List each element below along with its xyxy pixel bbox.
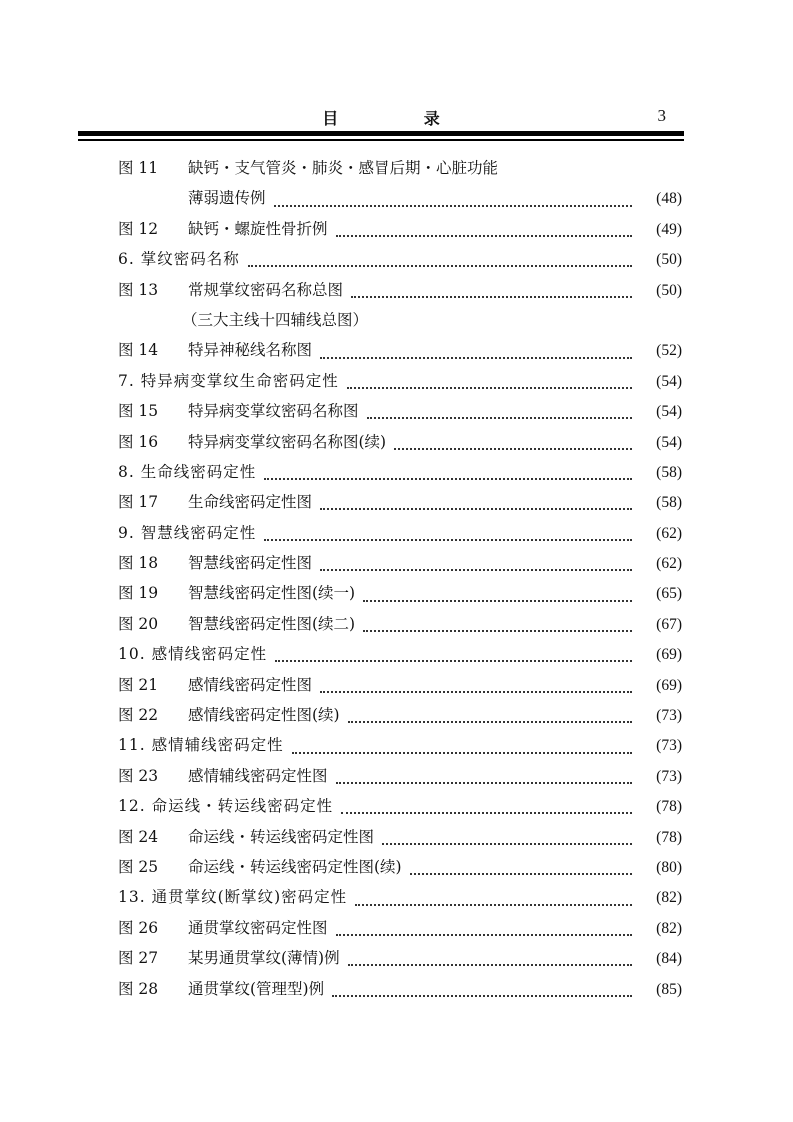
toc-entry-label: 图 11 <box>118 159 159 177</box>
toc-entry-page: (80) <box>656 858 682 876</box>
leader-dots <box>248 265 632 267</box>
toc-entry[interactable] <box>118 764 684 794</box>
toc-entry[interactable] <box>118 581 684 611</box>
toc-entry-label: 图 21 <box>118 675 159 694</box>
leader-dots <box>336 235 632 237</box>
toc-section-title: 11. 感情辅线密码定性 <box>118 736 284 755</box>
toc-entry-page: (82) <box>656 919 682 937</box>
leader-dots <box>320 508 632 510</box>
toc-entry-label: 图 12 <box>118 219 159 238</box>
toc-entry-page: (85) <box>656 980 682 998</box>
toc-section-title: 6. 掌纹密码名称 <box>118 250 240 269</box>
leader-dots <box>274 205 632 207</box>
table-of-contents <box>118 156 684 1007</box>
toc-entry[interactable] <box>118 338 684 368</box>
toc-section[interactable] <box>118 885 684 915</box>
toc-entry-title: 命运线・转运线密码定性图(续) <box>188 857 402 876</box>
leader-dots <box>410 873 632 875</box>
toc-entry[interactable] <box>118 703 684 733</box>
toc-entry[interactable] <box>118 278 684 308</box>
toc-section[interactable] <box>118 247 684 277</box>
toc-entry[interactable] <box>118 490 684 520</box>
header-rule-thick <box>78 131 684 136</box>
toc-entry[interactable] <box>118 916 684 946</box>
toc-entry-title: 通贯掌纹密码定性图 <box>188 918 328 937</box>
leader-dots <box>382 843 632 845</box>
toc-entry-title: 特异病变掌纹密码名称图 <box>188 402 359 421</box>
toc-section-title: 10. 感情线密码定性 <box>118 645 268 664</box>
leader-dots <box>320 569 632 571</box>
leader-dots <box>320 691 632 693</box>
toc-entry-title: 缺钙・螺旋性骨折例 <box>188 219 328 238</box>
toc-entry-page: (54) <box>656 372 682 390</box>
toc-entry-title: 某男通贯掌纹(薄情)例 <box>188 949 340 968</box>
toc-entry[interactable] <box>118 156 684 186</box>
leader-dots <box>336 934 632 936</box>
toc-entry-label: 图 24 <box>118 827 159 846</box>
toc-section-title: 12. 命运线・转运线密码定性 <box>118 797 334 816</box>
leader-dots <box>336 782 632 784</box>
toc-section[interactable] <box>118 642 684 672</box>
toc-entry-label: 图 20 <box>118 614 159 633</box>
toc-entry-page: (82) <box>656 889 682 907</box>
toc-entry-title: 缺钙・支气管炎・肺炎・感冒后期・心脏功能 <box>188 159 499 177</box>
toc-section-title: 7. 特异病变掌纹生命密码定性 <box>118 371 339 390</box>
leader-dots <box>320 357 632 359</box>
toc-entry-label: 图 19 <box>118 584 159 603</box>
toc-entry[interactable] <box>118 430 684 460</box>
toc-entry-title: 智慧线密码定性图(续二) <box>188 614 356 633</box>
toc-entry[interactable] <box>118 977 684 1007</box>
toc-entry-label: 图 22 <box>118 706 159 725</box>
leader-dots <box>347 387 632 389</box>
toc-entry-page: (48) <box>656 190 682 208</box>
toc-entry-page: (58) <box>656 463 682 481</box>
toc-section[interactable] <box>118 460 684 490</box>
toc-entry-page: (52) <box>656 342 682 360</box>
toc-entry-subtitle: （三大主线十四辅线总图） <box>182 310 369 329</box>
leader-dots <box>363 630 632 632</box>
toc-entry <box>118 308 684 338</box>
toc-entry-title: 通贯掌纹(管理型)例 <box>188 979 325 998</box>
leader-dots <box>264 539 632 541</box>
toc-entry-title: 感情线密码定性图 <box>188 675 313 694</box>
page-title: 目 录 <box>322 109 480 128</box>
toc-section[interactable] <box>118 733 684 763</box>
toc-entry-label: 图 26 <box>118 918 159 937</box>
toc-section-title: 13. 通贯掌纹(断掌纹)密码定性 <box>118 888 348 907</box>
leader-dots <box>264 478 632 480</box>
toc-entry[interactable] <box>118 217 684 247</box>
toc-entry-page: (73) <box>656 737 682 755</box>
toc-entry-title: 感情线密码定性图(续) <box>188 706 340 725</box>
toc-entry-page: (50) <box>656 281 682 299</box>
toc-section[interactable] <box>118 521 684 551</box>
toc-entry-page: (62) <box>656 524 682 542</box>
toc-section-title: 9. 智慧线密码定性 <box>118 523 257 542</box>
toc-section[interactable] <box>118 794 684 824</box>
leader-dots <box>292 752 632 754</box>
toc-entry-title: 薄弱遗传例 <box>188 189 266 208</box>
toc-entry-page: (54) <box>656 403 682 421</box>
toc-entry-page: (69) <box>656 646 682 664</box>
toc-entry-label: 图 27 <box>118 949 159 968</box>
leader-dots <box>351 296 632 298</box>
toc-section-title: 8. 生命线密码定性 <box>118 462 257 481</box>
toc-entry-title: 智慧线密码定性图(续一) <box>188 584 356 603</box>
toc-entry-label: 图 17 <box>118 493 159 512</box>
leader-dots <box>275 660 632 662</box>
toc-entry-title: 常规掌纹密码名称总图 <box>188 280 344 299</box>
toc-entry-title: 特异神秘线名称图 <box>188 341 313 360</box>
leader-dots <box>348 721 632 723</box>
toc-entry-label: 图 14 <box>118 341 159 360</box>
toc-entry-label: 图 25 <box>118 857 159 876</box>
toc-entry[interactable] <box>118 399 684 429</box>
toc-entry-title: 特异病变掌纹密码名称图(续) <box>188 432 387 451</box>
toc-entry-page: (65) <box>656 585 682 603</box>
header-rule-thin <box>78 139 684 141</box>
toc-entry-page: (62) <box>656 555 682 573</box>
toc-entry[interactable] <box>118 946 684 976</box>
toc-entry-label: 图 18 <box>118 554 159 573</box>
toc-entry-page: (84) <box>656 950 682 968</box>
toc-entry-label: 图 15 <box>118 402 159 421</box>
toc-entry[interactable] <box>118 551 684 581</box>
toc-entry[interactable] <box>118 673 684 703</box>
toc-entry[interactable] <box>118 186 684 216</box>
toc-entry-label: 图 28 <box>118 979 159 998</box>
toc-entry-title: 感情辅线密码定性图 <box>188 766 328 785</box>
leader-dots <box>367 417 632 419</box>
toc-section[interactable] <box>118 369 684 399</box>
toc-entry-title: 命运线・转运线密码定性图 <box>188 827 375 846</box>
toc-entry-page: (78) <box>656 828 682 846</box>
leader-dots <box>332 995 632 997</box>
leader-dots <box>355 904 632 906</box>
toc-entry-page: (69) <box>656 676 682 694</box>
toc-entry[interactable] <box>118 612 684 642</box>
toc-entry-page: (73) <box>656 767 682 785</box>
toc-entry-title: 智慧线密码定性图 <box>188 554 313 573</box>
toc-entry[interactable] <box>118 825 684 855</box>
toc-entry-label: 图 13 <box>118 280 159 299</box>
leader-dots <box>394 448 632 450</box>
page-header <box>78 102 684 132</box>
leader-dots <box>363 600 632 602</box>
toc-entry-page: (67) <box>656 615 682 633</box>
leader-dots <box>341 812 632 814</box>
leader-dots <box>348 964 632 966</box>
toc-entry-page: (49) <box>656 220 682 238</box>
toc-entry-label: 图 16 <box>118 432 159 451</box>
toc-entry[interactable] <box>118 855 684 885</box>
toc-entry-label: 图 23 <box>118 766 159 785</box>
toc-entry-page: (73) <box>656 707 682 725</box>
toc-entry-page: (50) <box>656 251 682 269</box>
toc-entry-page: (78) <box>656 798 682 816</box>
toc-entry-page: (54) <box>656 433 682 451</box>
page-number: 3 <box>657 106 666 125</box>
toc-entry-page: (58) <box>656 494 682 512</box>
toc-entry-title: 生命线密码定性图 <box>188 493 313 512</box>
